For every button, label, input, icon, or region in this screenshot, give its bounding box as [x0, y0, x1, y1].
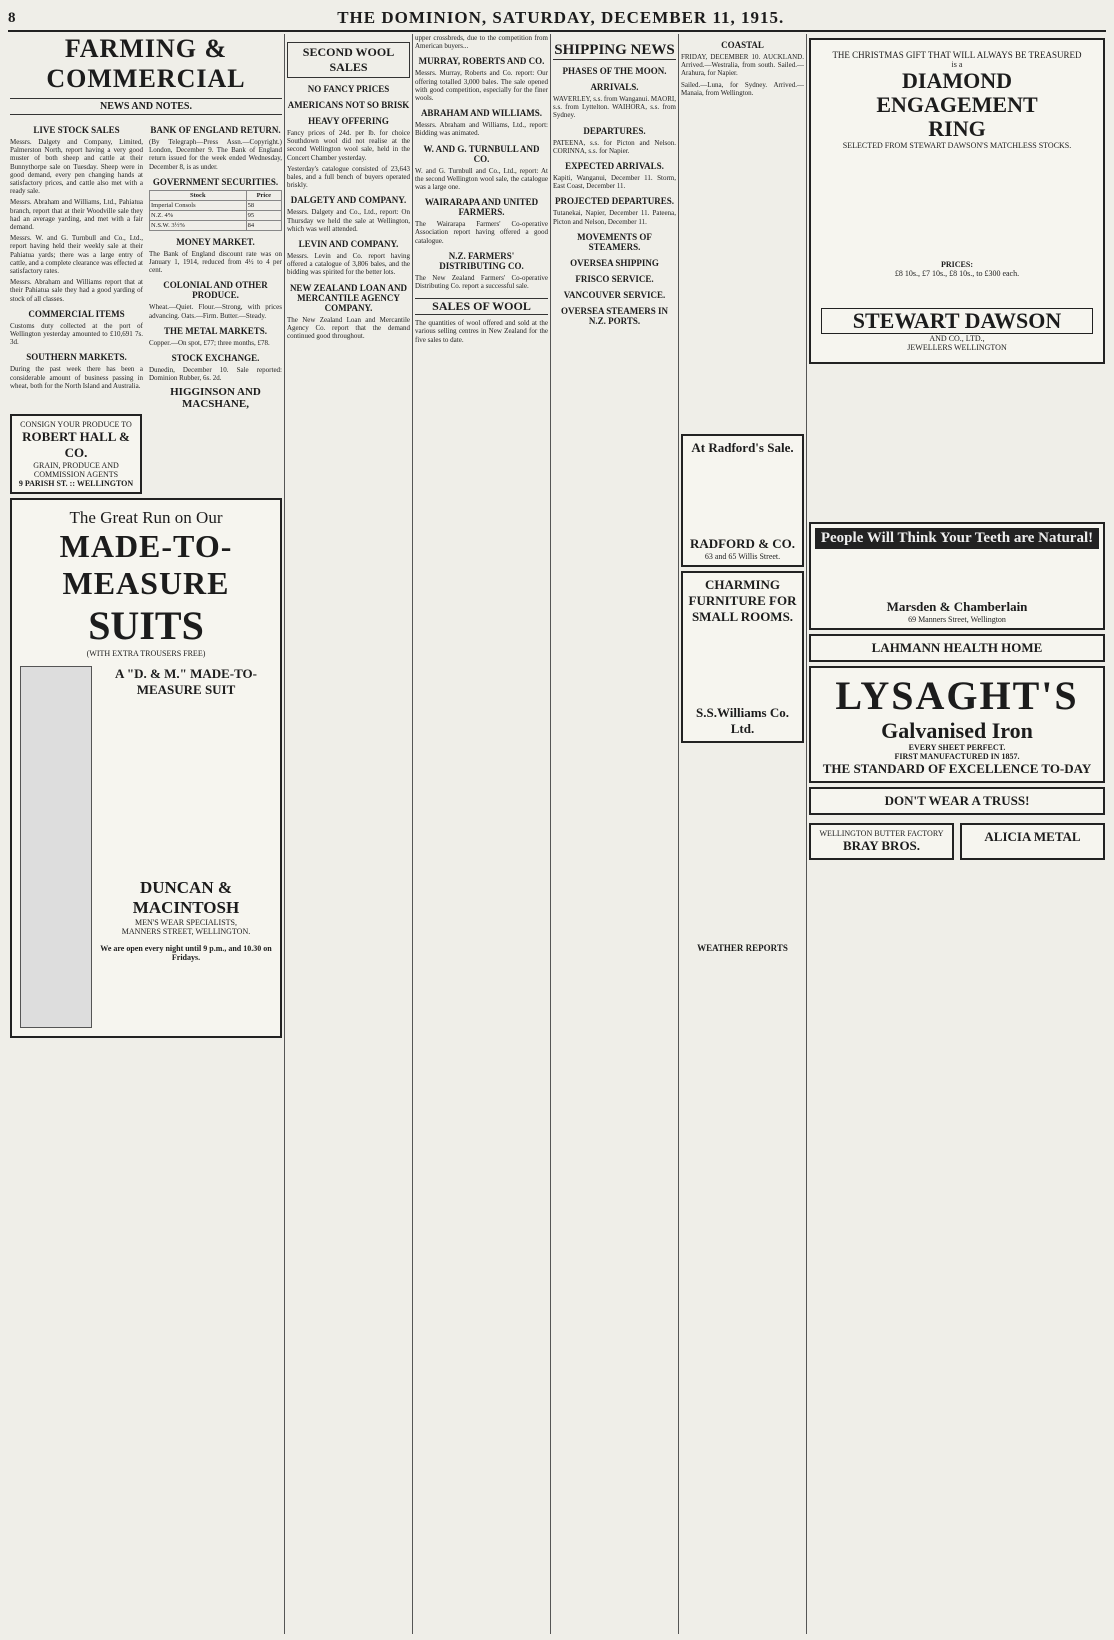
column-coastal: COASTAL FRIDAY, DECEMBER 10. AUCKLAND. Arrived.—Westralia, from south. Sailed.—Arahura, for Napier. Sailed.—Luna, for Sydney. Arrived.—Manaia, from Wellington. At Radford's Sale. RADFORD & CO. 63 and 65 Willis Street. CHARMING FURNITURE FOR SMALL ROOMS. S.S.Williams Co. Ltd. WEATHER REPORTS [681, 40, 804, 954]
heading-bank: BANK OF ENGLAND RETURN. [150, 125, 281, 135]
heading-colonial: COLONIAL AND OTHER PRODUCE. [163, 280, 268, 301]
masthead [8, 6, 1106, 32]
williams-ad: CHARMING FURNITURE FOR SMALL ROOMS. S.S.Williams Co. Ltd. [681, 571, 804, 743]
column-farming: FARMING & COMMERCIAL NEWS AND NOTES. LIVE STOCK SALES Messrs. Dalgety and Company, Limited, Palmerston North, report having a very good muster of both sheep and cattle at their Bunnythorpe sale on Tuesday. Sheep were in good demand, every pen changing hands at satisfactory prices, and cattle also met with a ready sale. Messrs. Abraham and Williams, Ltd., Pahiatua branch, report that at their Woodville sale they had an average yarding, and met with a fair demand. Messrs. W. and G. Turnbull and Co., Ltd., report having held their weekly sale at their Pahiatua yards; there was a large entry of cattle, and a complete clearance was effected at satisfactory rates. Messrs. Abraham and Williams report that at their Pahiatua sale they had a good yarding of stock of all classes. COMMERCIAL ITEMS Customs duty collected at the port of Wellington yesterday amounted to £10,691 7s. 3d. SOUTHERN MARKETS. During the past week there has been a considerable amount of business passing in wheat, both for the North Island and Australia. BANK OF ENGLAND RETURN. (By Telegraph—Press Assn.—Copyright.) London, December 9. The Bank of England return issued for the week ended Wednesday, December 8, is as under. GOVERNMENT SECURITIES. Stock Price Imperial Consols 58 N.Z. 4% 95 N.S.W. 3½% 84 MONEY MARKET. The Bank of England discount rate was on January 1, 1914, reduced from 4½ to 4 per cent. COLONIAL AND OTHER PRODUCE. Wheat.—Quiet. Flour.—Strong, with prices advancing. Oats.—Firm. Butter.—Steady. THE METAL MARKETS. Copper.—On spot, £77; three months, £78. STOCK EXCHANGE. Dunedin, December 10. Sale reported: Dominion Rubber, 6s. 2d. HIGGINSON AND MACSHANE, CONSIGN YOUR PRODUCE TO ROBERT HALL & CO. GRAIN, PRODUCE AND COMMISSION AGENTS 9 PARISH ST. :: WELLINGTON The Great Run on Our MADE-TO-MEASURE SUITS (WITH EXTRA TROUSERS FREE) A "D. & M." MADE-TO-MEASURE SUIT DUNCAN & MACINTOSH MEN'S WEAR SPECIALISTS, MANNERS STREET, WELLINGTON. We are open every night until 9 p.m., and 10.30 on Fridays. [10, 34, 282, 1634]
radford-ad: At Radford's Sale. RADFORD & CO. 63 and 65 Willis Street. [681, 434, 804, 567]
duncan-ad: The Great Run on Our MADE-TO-MEASURE SUITS (WITH EXTRA TROUSERS FREE) A "D. & M." MADE-TO-MEASURE SUIT DUNCAN & MACINTOSH MEN'S WEAR SPECIALISTS, MANNERS STREET, WELLINGTON. We are open every night until 9 p.m., and 10.30 on Fridays. [10, 498, 282, 1038]
heading-livestock: LIVE STOCK SALES [33, 125, 120, 135]
heading-metal: THE METAL MARKETS. [163, 325, 268, 336]
heading-govt: GOVERNMENT SECURITIES. [152, 176, 279, 187]
lahmann-ad: LAHMANN HEALTH HOME [809, 634, 1105, 662]
masthead-title: THE DOMINION, SATURDAY, DECEMBER 11, 1915. [337, 8, 785, 27]
page-number: 8 [8, 9, 16, 26]
heading-stock: STOCK EXCHANGE. [171, 353, 260, 364]
bray-ad: WELLINGTON BUTTER FACTORY BRAY BROS. [809, 823, 954, 860]
stewart-dawson-ad: THE CHRISTMAS GIFT THAT WILL ALWAYS BE TREASURED is a DIAMOND ENGAGEMENT RING SELECTED FROM STEWART DAWSON'S MATCHLESS STOCKS. PRICES: £8 10s., £7 10s., £8 10s., to £300 each. STEWART DAWSON AND CO., LTD., JEWELLERS WELLINGTON [809, 38, 1105, 364]
alicia-ad: ALICIA METAL [960, 823, 1105, 860]
truss-ad: DON'T WEAR A TRUSS! [809, 787, 1105, 815]
section-subtitle: NEWS AND NOTES. [10, 98, 282, 115]
higginson-ad: HIGGINSON AND MACSHANE, [170, 386, 261, 411]
section-title: FARMING & COMMERCIAL [46, 34, 246, 93]
lysaght-ad: LYSAGHT'S Galvanised Iron EVERY SHEET PERFECT. FIRST MANUFACTURED IN 1857. THE STANDARD OF EXCELLENCE TO-DAY [809, 666, 1105, 783]
heading-money: MONEY MARKET. [176, 236, 255, 247]
marsden-ad: People Will Think Your Teeth are Natural! Marsden & Chamberlain 69 Manners Street, Wellington [809, 522, 1105, 630]
wool-title: SECOND WOOL SALES [287, 42, 410, 78]
heading-southern: SOUTHERN MARKETS. [26, 352, 127, 363]
column-wool: SECOND WOOL SALES NO FANCY PRICES AMERICANS NOT SO BRISK HEAVY OFFERING Fancy prices of 24d. per lb. for choice Southdown wool did not realise at the second Wellington wool sale, held in the Concert Chamber yesterday. Yesterday's catalogue consisted of 23,643 bales, and a full bench of buyers operated briskly. DALGETY AND COMPANY. Messrs. Dalgety and Co., Ltd., report: On Thursday we held the sale at Wellington, which was well attended. LEVIN AND COMPANY. Messrs. Levin and Co. report having offered a catalogue of 3,806 bales, and the bidding was spirited for the better lots. NEW ZEALAND LOAN AND MERCANTILE AGENCY COMPANY. The New Zealand Loan and Mercantile Agency Co. report that the demand continued good throughout. [287, 34, 410, 1634]
robert-hall-ad: CONSIGN YOUR PRODUCE TO ROBERT HALL & CO. GRAIN, PRODUCE AND COMMISSION AGENTS 9 PARISH ST. :: WELLINGTON [10, 414, 142, 494]
heading-commercial: COMMERCIAL ITEMS [28, 308, 125, 319]
securities-table: Stock Price Imperial Consols 58 N.Z. 4% 95 N.S.W. 3½% 84 [149, 190, 282, 231]
column-shipping: SHIPPING NEWS PHASES OF THE MOON. ARRIVALS. WAVERLEY, s.s. from Wanganui. MAORI, s.s. from Lyttelton. WAIHORA, s.s. from Sydney. DEPARTURES. PATEENA, s.s. for Picton and Nelson. CORINNA, s.s. for Napier. EXPECTED ARRIVALS. Kapiti, Wanganui, December 11. Storm, East Coast, December 11. PROJECTED DEPARTURES. Tutanekai, Napier, December 11. Pateena, Picton and Nelson, December 11. MOVEMENTS OF STEAMERS. OVERSEA SHIPPING FRISCO SERVICE. VANCOUVER SERVICE. OVERSEA STEAMERS IN N.Z. PORTS. [553, 42, 676, 326]
column-wool-reports: upper crossbreds, due to the competition from American buyers... MURRAY, ROBERTS AND CO. Messrs. Murray, Roberts and Co. report: Our offering totalled 3,000 bales. The sale opened with good competition, especially for the finer wools. ABRAHAM AND WILLIAMS. Messrs. Abraham and Williams, Ltd., report: Bidding was animated. W. AND G. TURNBULL AND CO. W. and G. Turnbull and Co., Ltd., report: At the second Wellington wool sale, the catalogue was a large one. WAIRARAPA AND UNITED FARMERS. The Wairarapa Farmers' Co-operative Association report having offered a good catalogue. N.Z. FARMERS' DISTRIBUTING CO. The New Zealand Farmers' Co-operative Distributing Co. report a successful sale. SALES OF WOOL The quantities of wool offered and sold at the various selling centres in New Zealand for the five sales to date. [415, 34, 548, 344]
column-ads [809, 34, 1105, 1634]
